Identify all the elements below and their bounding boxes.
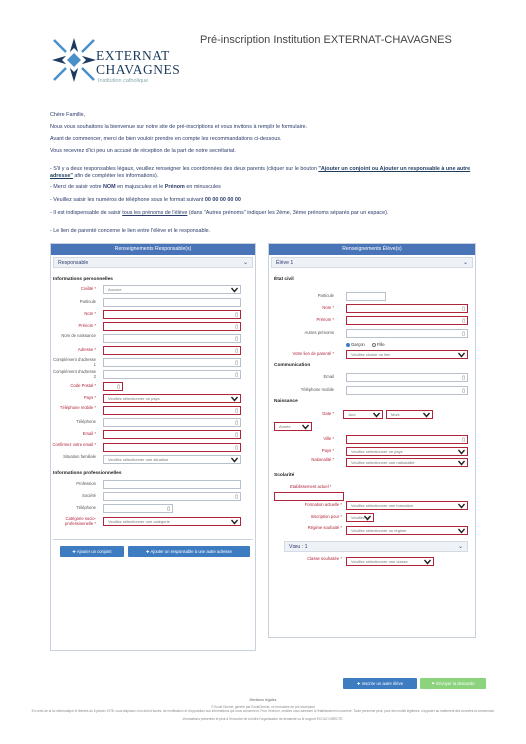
chevron-down-icon (364, 515, 371, 521)
label-eleve-pays: Pays * (321, 448, 334, 453)
input-societe[interactable] (103, 492, 241, 501)
id-card-icon: ▯ (235, 420, 238, 426)
chevron-down-icon (231, 457, 238, 463)
divider (53, 539, 253, 540)
id-card-icon: ▯ (235, 348, 238, 354)
label-civilite: Civilité * (80, 286, 96, 291)
page-title: Pré-inscription Institution EXTERNAT-CHAVAGNES (200, 34, 452, 46)
label-etablissement: Etablissement actuel * (290, 484, 332, 489)
label-email: Email * (82, 431, 96, 436)
add-responsable-button[interactable]: ✚ Ajouter un responsable à une autre adresse (128, 546, 250, 557)
mentions-legales-link[interactable]: Mentions légales (249, 698, 277, 702)
input-email[interactable] (103, 430, 241, 439)
select-nationalite[interactable]: Veuillez sélectionner une nationalité (346, 458, 468, 467)
label-tel-mobile: Téléphone mobile * (59, 405, 96, 410)
id-card-icon: ▯ (462, 437, 465, 443)
label-eleve-tel-mobile: Téléphone mobile (300, 387, 334, 392)
chevron-down-icon (424, 559, 431, 565)
chevron-down-icon: ⌄ (242, 260, 248, 266)
label-confirm-email: Confirmez votre email * (52, 442, 96, 447)
label-classe: Classe souhaitée * (307, 556, 342, 561)
label-telephone-pro: Téléphone (76, 505, 96, 510)
input-etablissement[interactable] (274, 492, 344, 501)
select-annee[interactable]: Année (274, 422, 312, 431)
id-card-icon: ▯ (117, 384, 120, 390)
chevron-down-icon (458, 503, 465, 509)
chevron-down-icon (302, 424, 309, 430)
label-ville: Ville * (323, 436, 334, 441)
label-prenom: Prénom * (78, 323, 96, 328)
chevron-down-icon: ⌄ (462, 260, 468, 266)
intro-paragraph-1: Nous vous souhaitons la bienvenue sur notre site de pré-inscriptions et vous invitons à remplir le formulaire. (50, 124, 308, 130)
input-tel-mobile[interactable] (103, 406, 241, 415)
chevron-down-icon: ⌄ (457, 544, 463, 550)
intro-greeting: Chère Famille, (50, 112, 86, 118)
intro-paragraph-2: Avant de commencer, merci de bien vouloir prendre en compte les recommandations ci-dessous. (50, 136, 282, 142)
label-situation: Situation familiale (63, 454, 96, 459)
label-adresse: Adresse * (77, 347, 96, 352)
label-date-naissance: Date * (322, 411, 334, 416)
id-card-icon: ▯ (235, 432, 238, 438)
inscrire-autre-eleve-button[interactable]: ✚ Inscrire un autre élève (343, 678, 417, 689)
input-prenom[interactable] (103, 322, 241, 331)
label-complement-2: Complément d'adresse 2 (53, 369, 96, 379)
intro-bullet-5: - Le lien de parenté concerne le lien entre l'élève et le responsable. (50, 228, 211, 234)
label-complement-1: Complément d'adresse 1 (53, 357, 96, 367)
select-situation[interactable]: Veuillez sélectionner une situation (103, 455, 241, 464)
label-profession: Profession (76, 481, 96, 486)
select-lien-parente[interactable]: Veuillez choisir un lien (346, 350, 468, 359)
input-eleve-prenom[interactable] (346, 316, 468, 325)
id-card-icon: ▯ (462, 375, 465, 381)
section-infos-professionnelles: Informations professionnelles (53, 471, 122, 476)
label-categorie: Catégorie socio-professionnelle * (65, 516, 96, 526)
label-particule: Particule (79, 299, 96, 304)
radio-dot (372, 343, 376, 347)
label-societe: Société (82, 493, 96, 498)
label-regime: Régime souhaité * (307, 525, 342, 530)
intro-bullet-1-link: "Ajouter un conjoint ou Ajouter un responsable à une autre adresse" (50, 166, 471, 179)
accordion-responsable[interactable]: Responsable ⌄ (53, 257, 253, 268)
id-card-icon: ▯ (462, 331, 465, 337)
label-nationalite: Nationalité * (311, 457, 334, 462)
id-card-icon: ▯ (235, 324, 238, 330)
intro-bullet-3: - Veuillez saisir les numéros de téléphone sous le format suivant 00 00 00 00 00 (50, 197, 241, 203)
footer-line-1: © Ecole Directe, généré par EcoleDirecte, ce formulaire de pré-inscription (211, 705, 315, 709)
id-card-icon: ▯ (235, 336, 238, 342)
chevron-down-icon (231, 396, 238, 402)
select-regime[interactable]: Veuillez sélectionner un régime (346, 526, 468, 535)
label-code-postal: Code Postal * (70, 383, 96, 388)
select-civilite[interactable]: Aucune (103, 285, 241, 294)
input-eleve-email[interactable] (346, 373, 468, 382)
radio-dot (346, 343, 350, 347)
accordion-voeu-1[interactable]: Vœu : 1 ⌄ (284, 541, 468, 552)
chevron-down-icon (458, 352, 465, 358)
label-telephone: Téléphone (76, 419, 96, 424)
select-inscription[interactable]: Veuillez si (346, 513, 374, 522)
input-ville[interactable] (346, 435, 468, 444)
input-eleve-nom[interactable] (346, 304, 468, 313)
label-autres-prenoms: Autres prénoms (304, 330, 334, 335)
id-card-icon: ▯ (235, 408, 238, 414)
intro-bullet-1: - S'il y a deux responsables légaux, veuillez renseigner les coordonnées des deux parents (cliquer sur le bouton "Ajouter un conjoint ou Ajouter un responsable à une autre adresse" afin de compléter les informations). (50, 166, 471, 179)
logo-text-externat: EXTERNAT (96, 48, 170, 63)
radio-fille[interactable]: Fille (372, 342, 385, 347)
input-complement-1[interactable] (103, 358, 241, 367)
chevron-down-icon (373, 412, 380, 418)
id-card-icon: ▯ (462, 318, 465, 324)
label-pays: Pays * (83, 395, 96, 400)
section-naissance: Naissance (274, 399, 298, 404)
input-code-postal[interactable] (103, 382, 123, 391)
section-etat-civil: État civil (274, 277, 294, 282)
input-telephone[interactable] (103, 418, 241, 427)
input-adresse[interactable] (103, 346, 241, 355)
label-lien-parente: Votre lien de parenté * (292, 351, 334, 356)
input-telephone-pro[interactable] (103, 504, 173, 513)
id-card-icon: ▯ (235, 445, 238, 451)
add-conjoint-button[interactable]: ✚ Ajouter un conjoint (60, 546, 124, 557)
select-categorie[interactable]: Veuillez sélectionner une catégorie (103, 517, 241, 526)
chevron-down-icon (458, 460, 465, 466)
chevron-down-icon (458, 449, 465, 455)
id-card-icon: ▯ (235, 494, 238, 500)
label-nom-naissance: Nom de naissance (61, 333, 96, 338)
label-inscription: Inscription pour * (310, 514, 342, 519)
section-scolarite: Scolarité (274, 473, 295, 478)
id-card-icon: ▯ (167, 506, 170, 512)
input-complement-2[interactable] (103, 370, 241, 379)
label-eleve-prenom: Prénom * (316, 317, 334, 322)
chevron-down-icon (231, 287, 238, 293)
input-nom-naissance[interactable] (103, 334, 241, 343)
input-autres-prenoms[interactable] (346, 329, 468, 338)
label-eleve-particule: Particule (317, 293, 334, 298)
section-infos-personnelles: Informations personnelles (53, 277, 113, 282)
panel-eleve-title: Renseignements Élève(s) (269, 244, 475, 255)
footer-line-2: En vertu de la loi informatique et libertés du 6 janvier 1978, vous disposez d'un droit d'accès, de rectification et d'opposition aux informations qui vous concernent. Pour l'exercer, veuillez vous adresser à l'établissement concerné. Toute personne peut, pour des motifs légitimes, s'opposer au traitement des données la concernant. (31, 709, 495, 713)
radio-garcon[interactable]: Garçon (346, 342, 365, 347)
logo-subtitle: Institution catholique (98, 78, 149, 84)
input-particule[interactable] (103, 298, 241, 307)
section-communication: Communication (274, 363, 311, 368)
input-profession[interactable] (103, 480, 241, 489)
label-formation: Formation actuelle * (304, 502, 342, 507)
select-pays[interactable]: Veuillez sélectionner un pays (103, 394, 241, 403)
panel-responsable-title: Renseignements Responsable(s) (51, 244, 255, 255)
input-eleve-particule[interactable] (346, 292, 386, 301)
id-card-icon: ▯ (462, 388, 465, 394)
chevron-down-icon (423, 412, 430, 418)
id-card-icon: ▯ (462, 306, 465, 312)
select-classe[interactable]: Veuillez sélectionner une classe (346, 557, 434, 566)
id-card-icon: ▯ (235, 372, 238, 378)
id-card-icon: ▯ (235, 360, 238, 366)
select-formation[interactable]: Veuillez sélectionner une formation (346, 501, 468, 510)
chevron-down-icon (231, 519, 238, 525)
input-eleve-tel-mobile[interactable] (346, 386, 468, 395)
label-eleve-email: Email (323, 374, 334, 379)
select-jour[interactable]: Jour (343, 410, 383, 419)
logo-text-chavagnes: CHAVAGNES (96, 62, 181, 77)
intro-bullet-2: - Merci de saisir votre NOM en majuscules et le Prénom en minuscules (50, 184, 221, 190)
select-mois[interactable]: Mois (386, 410, 433, 419)
select-eleve-pays[interactable]: Veuillez sélectionner un pays (346, 447, 468, 456)
footer-line-3: informations présentes et peut à l'encontre de la lettre l'organisation de demande ou le support ECOLE DIRECTE. (182, 717, 344, 721)
input-confirm-email[interactable] (103, 443, 241, 452)
label-eleve-nom: Nom * (322, 305, 334, 310)
input-nom[interactable] (103, 310, 241, 319)
envoyer-demande-button[interactable]: ⚑ Envoyer la demande (420, 678, 486, 689)
intro-bullet-4: - Il est indispensable de saisir tous les prénoms de l'élève (dans "Autres prénoms" indiquer les 2ème, 3ème prénoms séparés par un espace). (50, 210, 389, 216)
intro-paragraph-3: Vous recevrez d'ici peu un accusé de réception de la part de notre secrétariat. (50, 148, 236, 154)
accordion-eleve-1[interactable]: Élève 1 ⌄ (271, 257, 473, 268)
id-card-icon: ▯ (235, 312, 238, 318)
chevron-down-icon (458, 528, 465, 534)
label-nom: Nom * (84, 311, 96, 316)
